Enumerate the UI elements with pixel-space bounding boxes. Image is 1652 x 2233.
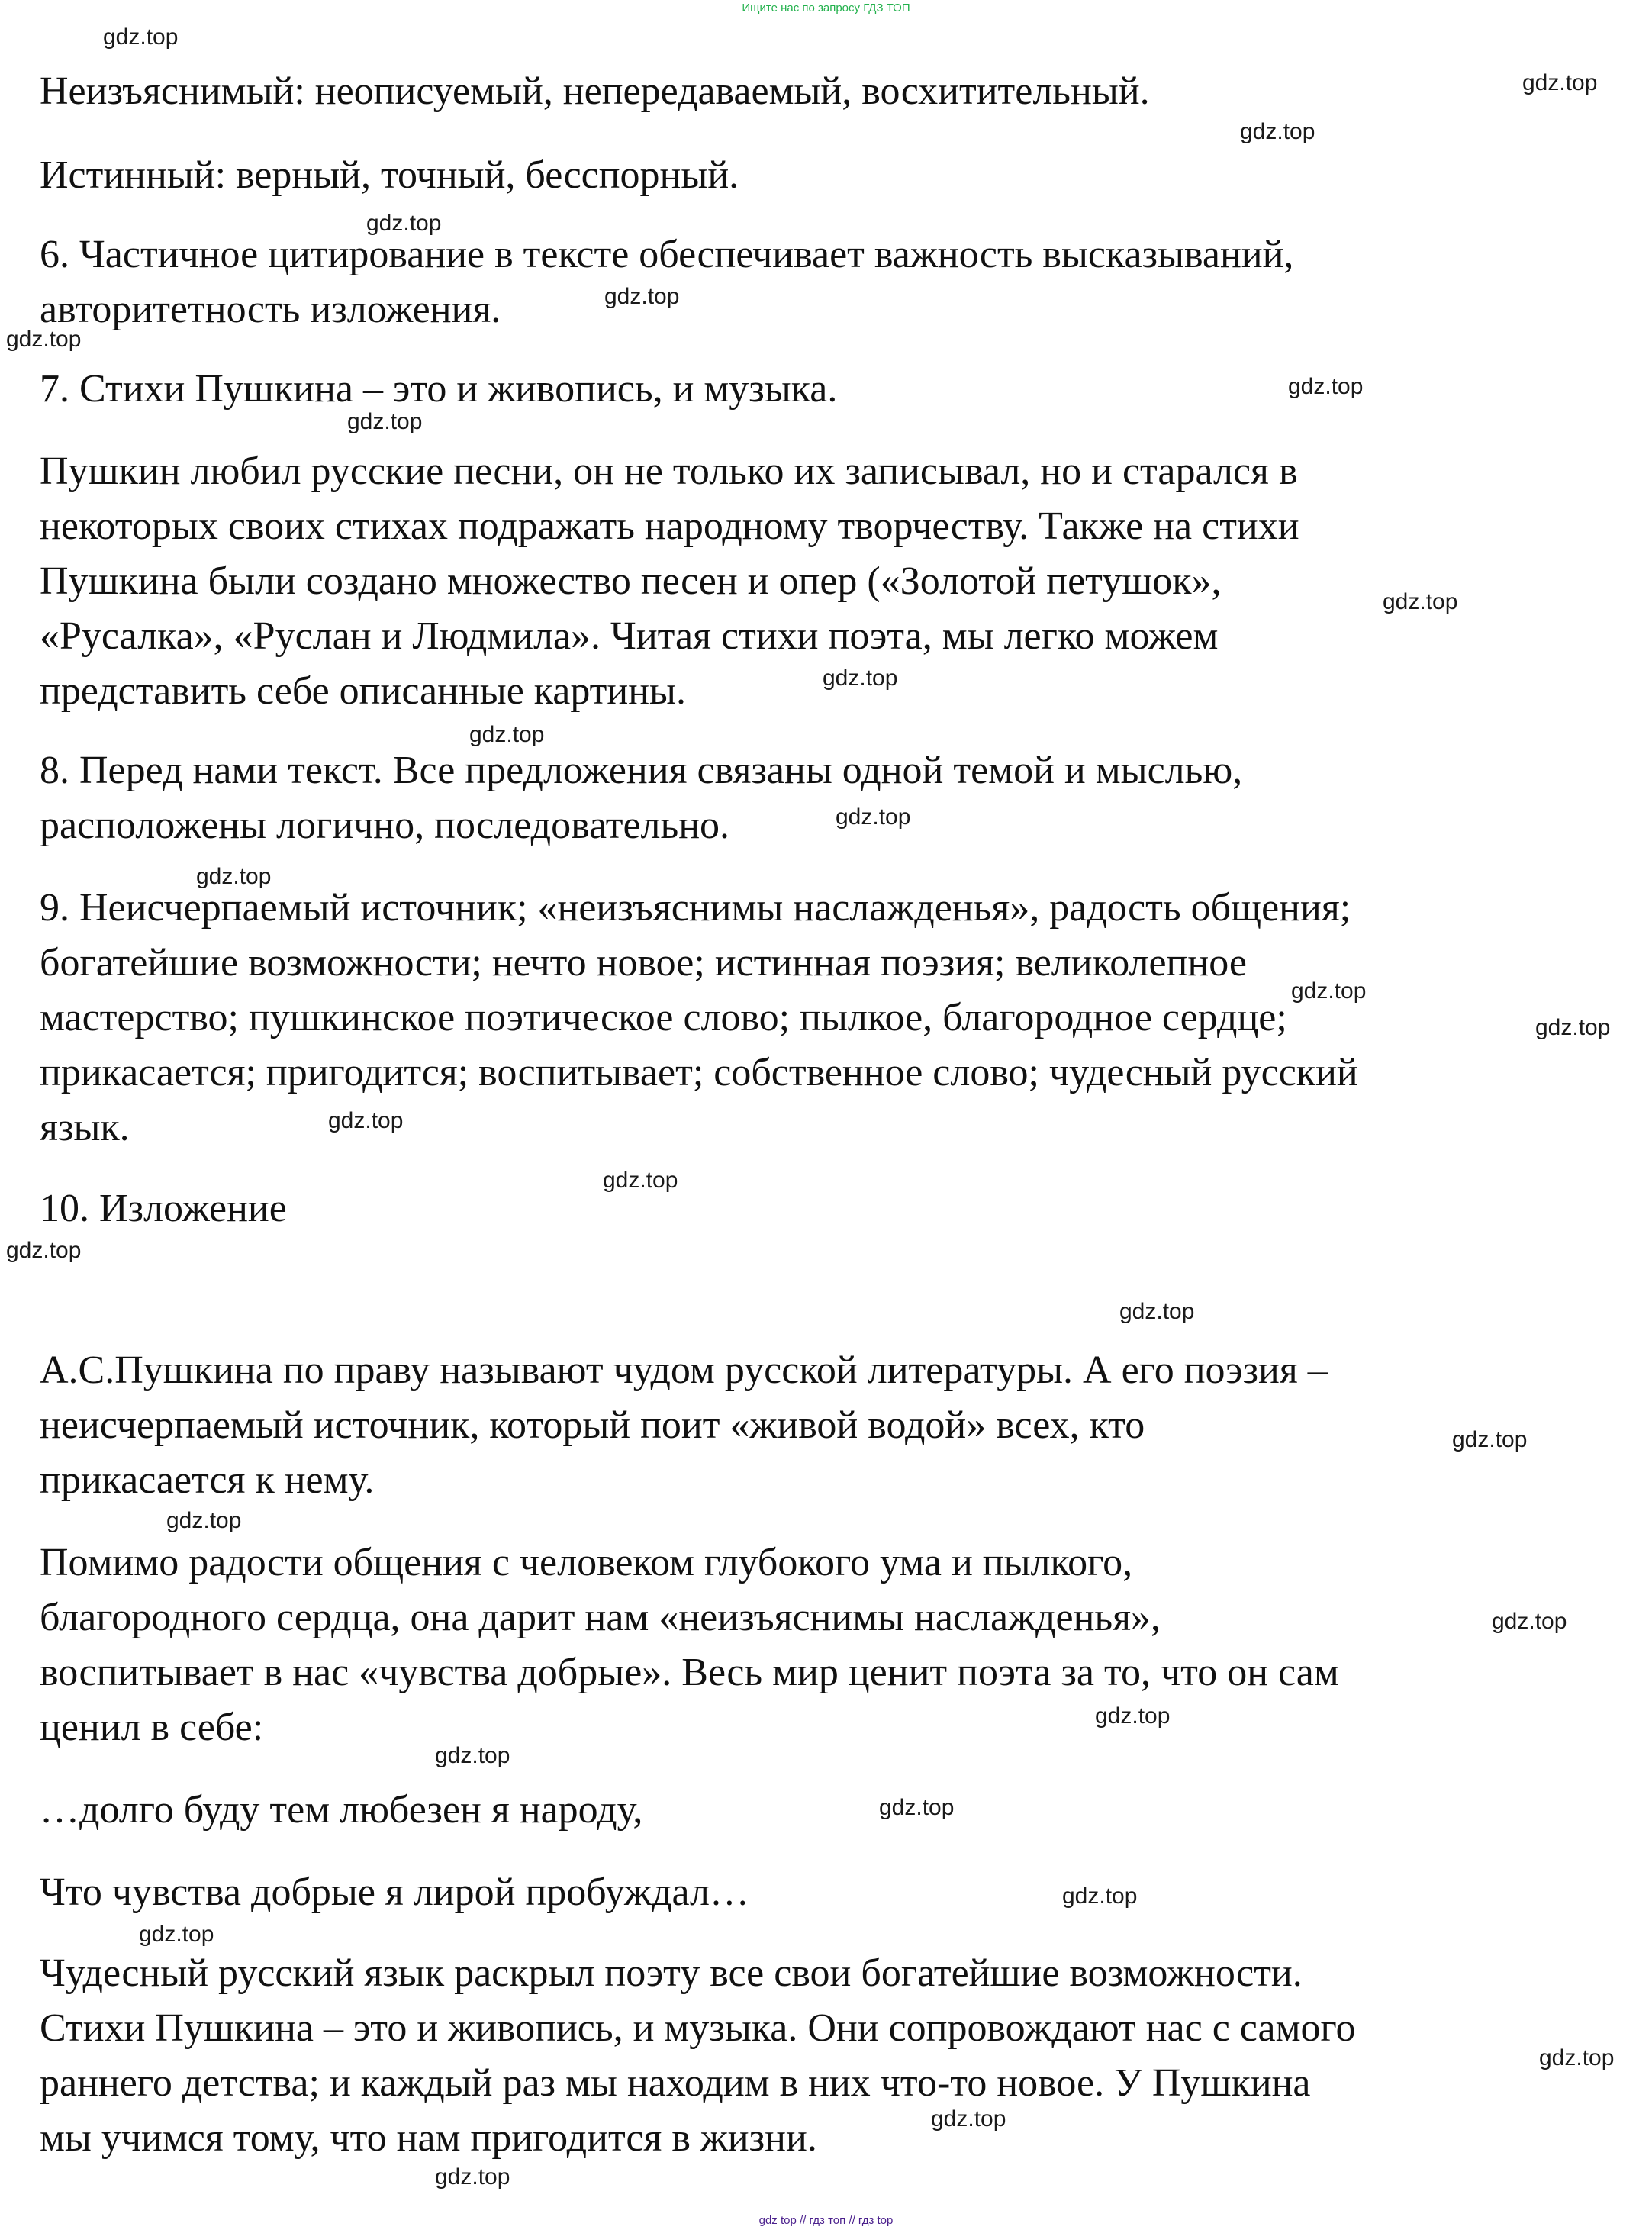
text-line: некоторых своих стихах подражать народному творчеству. Также на стихи [40,504,1299,548]
watermark: gdz.top [931,2106,1006,2132]
text-line: 6. Частичное цитирование в тексте обеспечивает важность высказываний, [40,233,1294,276]
watermark: gdz.top [604,284,680,309]
text-line: благородного сердца, она дарит нам «неизъяснимы наслажденья», [40,1596,1161,1639]
text-line: авторитетность изложения. [40,288,501,331]
watermark: gdz.top [469,722,545,747]
watermark: gdz.top [328,1108,404,1133]
watermark: gdz.top [1119,1299,1195,1324]
text-line: Неизъяснимый: неописуемый, непередаваемый, восхитительный. [40,69,1150,113]
watermark: gdz.top [103,24,179,50]
text-line: расположены логично, последовательно. [40,804,730,847]
text-line: мастерство; пушкинское поэтическое слово; пылкое, благородное сердце; [40,996,1287,1039]
text-line: воспитывает в нас «чувства добрые». Весь мир ценит поэта за то, что он сам [40,1651,1339,1694]
watermark: gdz.top [1492,1609,1567,1634]
text-line: А.С.Пушкина по праву называют чудом русской литературы. А его поэзия – [40,1348,1328,1392]
watermark: gdz.top [435,2164,510,2190]
watermark: gdz.top [1095,1703,1171,1729]
text-line: прикасается; пригодится; воспитывает; собственное слово; чудесный русский [40,1051,1358,1094]
text-line: язык. [40,1106,130,1149]
watermark: gdz.top [196,864,272,889]
watermark: gdz.top [1288,374,1364,399]
text-line: Помимо радости общения с человеком глубокого ума и пылкого, [40,1541,1133,1584]
text-line: 9. Неисчерпаемый источник; «неизъяснимы наслажденья», радость общения; [40,886,1351,930]
text-line: богатейшие возможности; нечто новое; истинная поэзия; великолепное [40,941,1247,984]
watermark: gdz.top [1240,119,1315,144]
watermark: gdz.top [6,1238,82,1263]
text-line: …долго буду тем любезен я народу, [40,1788,643,1832]
watermark: gdz.top [879,1795,955,1820]
text-line: раннего детства; и каждый раз мы находим в них что-то новое. У Пушкина [40,2061,1311,2105]
top-banner: Ищите нас по запросу ГДЗ ТОП [742,2,910,14]
watermark: gdz.top [139,1922,214,1947]
watermark: gdz.top [6,327,82,352]
watermark: gdz.top [1291,978,1367,1004]
text-line: Что чувства добрые я лирой пробуждал… [40,1870,749,1914]
watermark: gdz.top [347,409,423,434]
watermark: gdz.top [435,1743,510,1768]
text-line: 8. Перед нами текст. Все предложения связаны одной темой и мыслью, [40,749,1243,792]
text-line: ценил в себе: [40,1706,264,1749]
text-line: неисчерпаемый источник, который поит «живой водой» всех, кто [40,1403,1145,1447]
watermark: gdz.top [1522,70,1598,95]
text-line: Чудесный русский язык раскрыл поэту все свои богатейшие возможности. [40,1951,1303,1995]
bottom-banner: gdz top // гдз топ // гдз top [758,2214,894,2227]
text-line: Пушкин любил русские песни, он не только их записывал, но и старался в [40,450,1298,493]
text-line: Истинный: верный, точный, бесспорный. [40,153,739,197]
watermark: gdz.top [1535,1015,1611,1040]
text-line: Пушкина были создано множество песен и опер («Золотой петушок», [40,559,1222,603]
watermark: gdz.top [1452,1427,1528,1452]
text-line: 10. Изложение [40,1187,287,1230]
text-line: мы учимся тому, что нам пригодится в жизни. [40,2116,817,2160]
text-line: представить себе описанные картины. [40,669,686,713]
text-line: 7. Стихи Пушкина – это и живопись, и музыка. [40,367,838,411]
watermark: gdz.top [1062,1883,1138,1909]
text-line: Стихи Пушкина – это и живопись, и музыка. Они сопровождают нас с самого [40,2006,1356,2050]
watermark: gdz.top [1383,589,1458,614]
watermark: gdz.top [823,665,898,691]
watermark: gdz.top [366,211,442,236]
watermark: gdz.top [166,1508,242,1533]
watermark: gdz.top [1539,2045,1615,2070]
watermark: gdz.top [836,804,911,830]
text-line: «Русалка», «Руслан и Людмила». Читая стихи поэта, мы легко можем [40,614,1219,658]
text-line: прикасается к нему. [40,1458,375,1502]
watermark: gdz.top [603,1168,678,1193]
